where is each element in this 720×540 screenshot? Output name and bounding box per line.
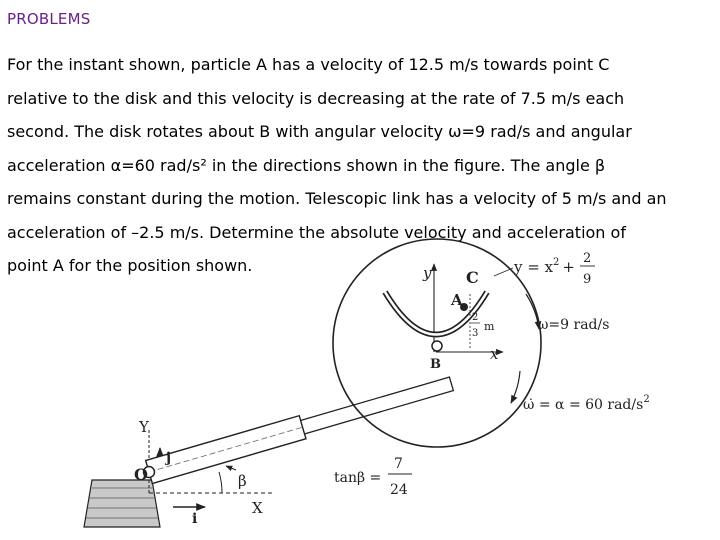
point-o-label: O — [134, 465, 148, 484]
point-b-label: B — [430, 357, 441, 372]
problems-heading: PROBLEMS — [7, 10, 91, 28]
x-local-label: x — [490, 345, 499, 363]
x-global-label: X — [252, 499, 263, 517]
beta-arc — [219, 472, 222, 493]
tan-den: 24 — [390, 482, 408, 498]
dim-unit: m — [484, 320, 495, 333]
curve-frac-den: 9 — [583, 272, 592, 287]
point-a-label: A — [451, 291, 463, 309]
i-hat-label: i — [192, 511, 198, 527]
statement-line: acceleration α=60 rad/s² in the directions shown in the figure. The angle β — [7, 155, 606, 175]
statement-line: point A for the position shown. — [7, 256, 253, 275]
beta-label: β — [238, 472, 247, 490]
statement-line: acceleration of –2.5 m/s. Determine the absolute velocity and acceleration of — [7, 222, 626, 242]
y-local-label: y — [423, 264, 432, 282]
tan-beta-label: tanβ = — [334, 470, 382, 486]
omega-label: ω=9 rad/s — [537, 317, 610, 333]
tan-num: 7 — [394, 456, 403, 472]
y-global-label: Y — [139, 418, 149, 436]
statement-line: For the instant shown, particle A has a velocity of 12.5 m/s towards point C — [7, 55, 610, 74]
j-hat-label: j — [166, 450, 172, 466]
curve-equation: $y = x^2$ + — [514, 257, 575, 276]
statement-line: second. The disk rotates about B with angular velocity ω=9 rad/s and angular — [7, 122, 632, 141]
pin-b — [432, 341, 442, 351]
statement-line: remains constant during the motion. Telescopic link has a velocity of 5 m/s and an — [7, 189, 667, 208]
dim-den: 3 — [472, 328, 479, 339]
statement-line: relative to the disk and this velocity is decreasing at the rate of 7.5 m/s each — [7, 88, 625, 108]
point-c-label: C — [466, 268, 479, 287]
dim-num: 2 — [472, 312, 479, 323]
curve-frac-num: 2 — [583, 251, 592, 266]
alpha-label: ω̇ = α = 60 rad/$s^2$ — [523, 394, 650, 413]
telescopic-link — [146, 372, 455, 483]
alpha-arrow — [511, 371, 520, 403]
